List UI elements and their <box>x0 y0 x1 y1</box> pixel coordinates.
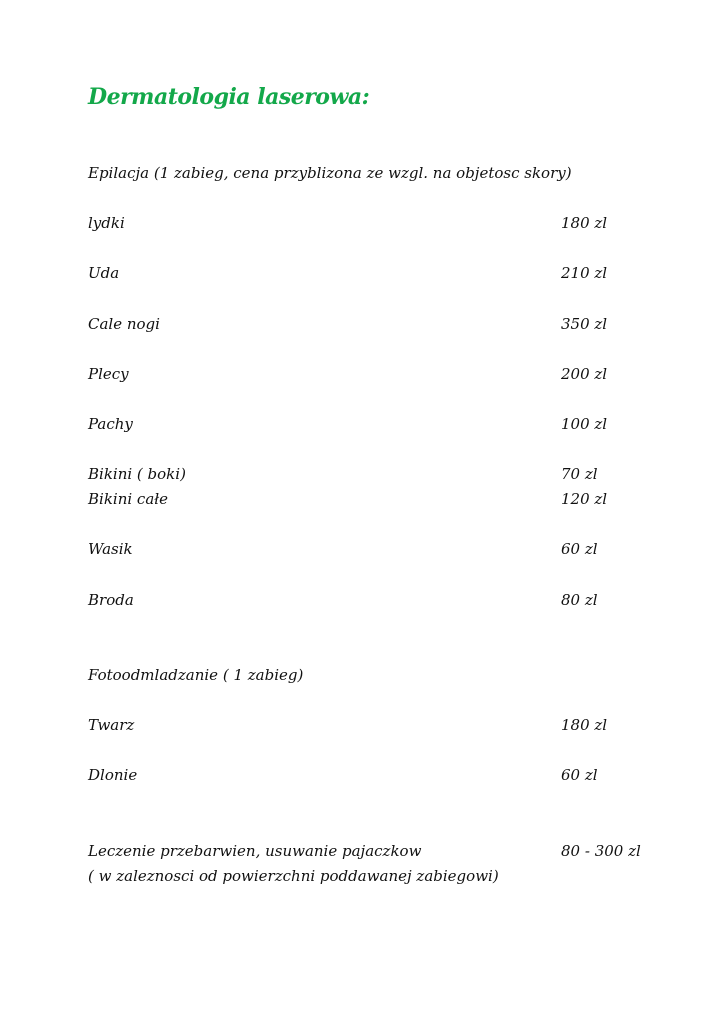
item-name-plecy: Plecy <box>88 365 129 383</box>
item-price-cale-nogi: 350 zl <box>561 315 608 333</box>
item-name-broda: Broda <box>88 591 134 609</box>
item-price-bikini-cale: 120 zl <box>561 490 608 508</box>
item-name-twarz: Twarz <box>88 716 135 734</box>
item-price-pachy: 100 zl <box>561 415 608 433</box>
item-price-bikini-boki: 70 zl <box>561 465 598 483</box>
item-price-wasik: 60 zl <box>561 540 598 558</box>
item-price-uda: 210 zl <box>561 264 608 282</box>
item-price-dlonie: 60 zl <box>561 766 598 784</box>
page-title: Dermatologia laserowa: <box>88 84 370 110</box>
discoloration-line-1: Leczenie przebarwien, usuwanie pajaczkow <box>88 842 422 860</box>
epilation-heading: Epilacja (1 zabieg, cena przyblizona ze wzgl. na objetosc skory) <box>88 164 572 182</box>
photorejuvenation-heading: Fotoodmladzanie ( 1 zabieg) <box>88 666 304 684</box>
item-name-pachy: Pachy <box>88 415 133 433</box>
discoloration-line-2: ( w zaleznosci od powierzchni poddawanej zabiegowi) <box>88 867 499 885</box>
item-name-bikini-cale: Bikini całe <box>88 490 169 508</box>
item-name-bikini-boki: Bikini ( boki) <box>88 465 186 483</box>
item-name-dlonie: Dlonie <box>88 766 138 784</box>
item-name-cale-nogi: Cale nogi <box>88 315 160 333</box>
item-price-broda: 80 zl <box>561 591 598 609</box>
item-price-twarz: 180 zl <box>561 716 608 734</box>
item-price-lydki: 180 zl <box>561 214 608 232</box>
item-name-lydki: lydki <box>88 214 125 232</box>
item-name-uda: Uda <box>88 264 120 282</box>
discoloration-price: 80 - 300 zl <box>561 842 641 860</box>
item-price-plecy: 200 zl <box>561 365 608 383</box>
item-name-wasik: Wasik <box>88 540 133 558</box>
